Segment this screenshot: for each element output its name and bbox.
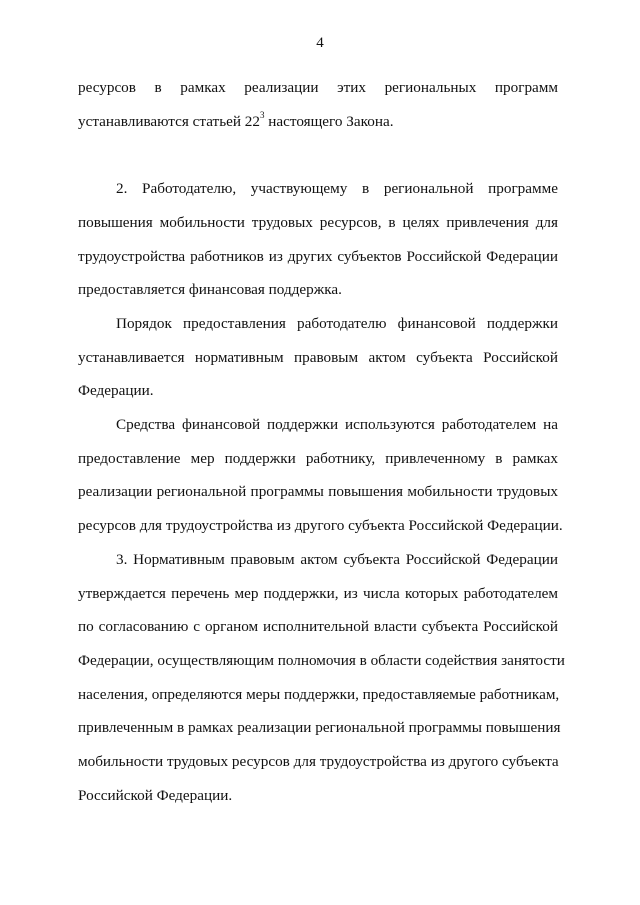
text-fragment: настоящего Закона. xyxy=(264,112,394,130)
text-fragment: устанавливаются статьей 22 xyxy=(78,112,260,130)
text-line: предоставление мер поддержки работнику, привлеченному в рамках xyxy=(78,449,558,467)
text-line: ресурсов в рамках реализации этих региональных программ xyxy=(78,79,558,96)
text-line: трудоустройства работников из других субъектов Российской Федерации xyxy=(78,247,558,265)
text-line: утверждается перечень мер поддержки, из числа которых работодателем xyxy=(78,584,558,602)
text-line: предоставляется финансовая поддержка. xyxy=(78,281,342,299)
text-line: 2. Работодателю, участвующему в региональной программе xyxy=(116,180,558,198)
text-line: 3. Нормативным правовым актом субъекта Российской Федерации xyxy=(116,550,558,568)
text-line: Порядок предоставления работодателю финансовой поддержки xyxy=(116,314,558,332)
page-number: 4 xyxy=(316,35,324,51)
paragraph-1 xyxy=(78,71,558,138)
text-line: Российской Федерации. xyxy=(78,786,233,804)
paragraph-5 xyxy=(78,543,565,813)
text-line: населения, определяются меры поддержки, предоставляемые работникам, xyxy=(78,685,560,703)
text-line: реализации региональной программы повышения мобильности трудовых xyxy=(78,483,558,501)
text-line: повышения мобильности трудовых ресурсов, в целях привлечения для xyxy=(78,213,558,231)
document-body xyxy=(78,71,565,812)
text-line: Средства финансовой поддержки используются работодателем на xyxy=(116,416,558,434)
text-line xyxy=(78,105,558,139)
text-line: привлеченным в рамках реализации региональной программы повышения xyxy=(78,719,561,737)
paragraph-2 xyxy=(78,172,558,307)
text-line: по согласованию с органом исполнительной власти субъекта Российской xyxy=(78,618,558,636)
paragraph-4 xyxy=(78,408,563,543)
text-line: устанавливается нормативным правовым актом субъекта Российской xyxy=(78,348,558,366)
text-line: ресурсов для трудоустройства из другого субъекта Российской Федерации. xyxy=(78,517,563,535)
text-line: Федерации, осуществляющим полномочия в области содействия занятости xyxy=(78,651,565,669)
text-line: мобильности трудовых ресурсов для трудоустройства из другого субъекта xyxy=(78,753,559,771)
paragraph-spacer xyxy=(78,138,558,172)
superscript: 3 xyxy=(259,109,265,120)
paragraph-3 xyxy=(78,307,558,408)
text-line: Федерации. xyxy=(78,382,154,400)
